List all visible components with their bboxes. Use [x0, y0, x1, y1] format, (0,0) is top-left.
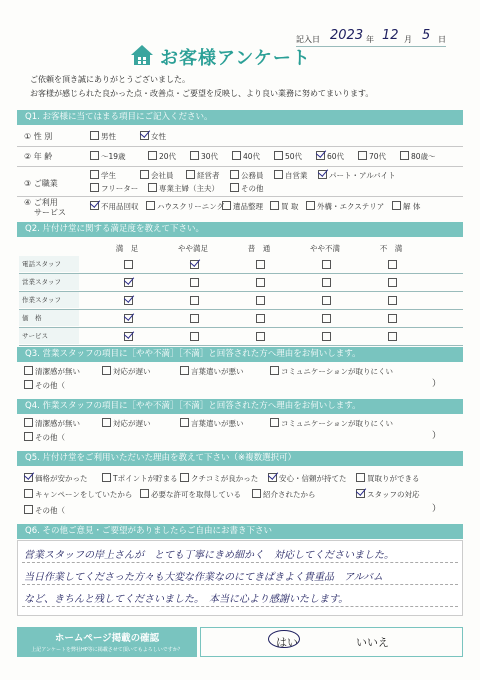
service-label-2: サービス: [34, 208, 66, 217]
hp-title: ホームページ掲載の確認: [54, 633, 160, 644]
rating-checkbox[interactable]: [322, 314, 331, 323]
q5-option[interactable]: Tポイントが貯まる: [102, 473, 178, 484]
date-month: 12: [382, 28, 399, 43]
service-option[interactable]: 遺品整理: [222, 201, 263, 212]
grid-row-divider: [19, 291, 463, 292]
rating-checkbox[interactable]: [322, 296, 331, 305]
q3-other[interactable]: その他（: [24, 380, 65, 391]
age-option[interactable]: 80歳～: [400, 151, 436, 162]
rating-checkbox-checked[interactable]: [124, 332, 133, 341]
q5-other[interactable]: その他（: [24, 505, 65, 516]
job-option[interactable]: その他: [230, 183, 264, 194]
job-option[interactable]: フリーター: [90, 183, 138, 194]
age-label: ② 年 齢: [24, 152, 53, 161]
q3-heading: Q3. 営業スタッフの項目に［やや不満］［不満］と回答された方へ理由をお伺いします。: [17, 347, 463, 362]
q3-option[interactable]: 対応が遅い: [102, 366, 151, 377]
rating-checkbox[interactable]: [256, 260, 265, 269]
job-label: ③ ご職業: [24, 179, 58, 188]
rating-checkbox[interactable]: [190, 278, 199, 287]
rating-checkbox[interactable]: [256, 296, 265, 305]
rating-checkbox[interactable]: [388, 296, 397, 305]
rating-checkbox[interactable]: [388, 314, 397, 323]
intro-line-2: お客様が感じられた良かった点・改善点・ご要望を反映し、より良い業務に努めてまいります。: [30, 89, 374, 98]
rating-checkbox[interactable]: [388, 332, 397, 341]
rating-checkbox[interactable]: [322, 278, 331, 287]
intro-line-1: ご依頼を頂き誠にありがとうございました。: [30, 75, 190, 84]
rating-checkbox[interactable]: [256, 332, 265, 341]
q4-heading: Q4. 作業スタッフの項目に［やや不満］［不満］と回答された方へ理由をお伺いします。: [17, 399, 463, 414]
rating-checkbox[interactable]: [388, 278, 397, 287]
q5-paren-close: ）: [432, 504, 442, 514]
rating-checkbox[interactable]: [388, 260, 397, 269]
service-option-checked[interactable]: 不用品回収: [90, 201, 139, 212]
q6-heading: Q6. その他ご意見・ご要望がありましたらご自由にお書き下さい: [17, 524, 463, 539]
age-option[interactable]: 20代: [148, 151, 176, 162]
month-unit: 月: [404, 35, 412, 44]
date-year: 2023: [330, 28, 364, 43]
q4-option[interactable]: 清潔感が無い: [24, 418, 80, 429]
hp-note: 上記アンケートを弊社HP等に掲載させて頂いてもよろしいですか？: [31, 647, 183, 653]
age-option-checked[interactable]: 60代: [316, 151, 344, 162]
rating-checkbox[interactable]: [256, 314, 265, 323]
q5-option[interactable]: 紹介されたから: [252, 489, 316, 500]
q5-option[interactable]: 買取りができる: [356, 473, 420, 484]
no-option[interactable]: いいえ: [356, 636, 389, 649]
checkbox-checked[interactable]: [140, 131, 149, 140]
q5-option-checked[interactable]: 安心・信頼が持てた: [268, 473, 347, 484]
row-label-service: サービス: [19, 328, 79, 344]
q3-option[interactable]: コミュニケーションが取りにくい: [270, 366, 393, 377]
page-title: お客様アンケート: [160, 48, 311, 69]
yes-circle-mark: [268, 630, 300, 648]
q5-option-checked[interactable]: スタッフの対応: [356, 489, 420, 500]
q5-option[interactable]: キャンペーンをしていたから: [24, 489, 132, 500]
rating-checkbox-checked[interactable]: [190, 260, 199, 269]
date-day: 5: [422, 28, 431, 43]
q5-option-checked[interactable]: 価格が安かった: [24, 473, 88, 484]
year-unit: 年: [366, 35, 374, 44]
comment-line-3: など、きちんと残してくださいました。 本当に心より感謝いたします。: [24, 594, 349, 605]
q5-heading: Q5. 片付け堂をご利用いただいた理由を教えて下さい（※複数選択可）: [17, 451, 463, 466]
q3-option[interactable]: 清潔感が無い: [24, 366, 80, 377]
rating-checkbox[interactable]: [256, 278, 265, 287]
q4-option[interactable]: コミュニケーションが取りにくい: [270, 418, 393, 429]
job-option[interactable]: 公務員: [230, 170, 264, 181]
q4-option[interactable]: 言葉遣いが悪い: [180, 418, 244, 429]
q4-paren-close: ）: [432, 431, 442, 441]
q3-paren-close: ）: [432, 379, 442, 389]
gender-male[interactable]: 男性: [90, 131, 116, 142]
age-option[interactable]: ～19歳: [90, 151, 126, 162]
age-option[interactable]: 40代: [232, 151, 260, 162]
age-option[interactable]: 30代: [190, 151, 218, 162]
rating-checkbox[interactable]: [190, 332, 199, 341]
age-option[interactable]: 50代: [274, 151, 302, 162]
comment-line-2: 当日作業してくださった方々も大変な作業なのにてきぱきよく貴重品 アルバム: [24, 572, 383, 583]
q5-option[interactable]: 必要な許可を取得している: [140, 489, 241, 500]
row-label-phone-staff: 電話スタッフ: [19, 256, 79, 272]
rating-checkbox-checked[interactable]: [124, 296, 133, 305]
age-option[interactable]: 70代: [358, 151, 386, 162]
rating-checkbox[interactable]: [322, 332, 331, 341]
service-option[interactable]: 買 取: [270, 201, 298, 212]
job-option[interactable]: 自営業: [274, 170, 308, 181]
job-option[interactable]: 学生: [90, 170, 116, 181]
service-option[interactable]: 解 体: [392, 201, 420, 212]
rating-checkbox[interactable]: [124, 260, 133, 269]
col-neutral: 普 通: [247, 244, 271, 253]
hp-answer-box: [200, 627, 463, 657]
gender-label: ① 性 別: [24, 132, 53, 141]
job-option-checked[interactable]: パート・アルバイト: [318, 170, 396, 181]
q4-other[interactable]: その他（: [24, 432, 65, 443]
col-dissatisfied: 不 満: [379, 244, 403, 253]
comment-line-1: 営業スタッフの岸上さんが とても丁寧にきめ細かく 対応してくださいました。: [24, 550, 394, 561]
grid-row-divider: [19, 327, 463, 328]
row-label-sales-staff: 営業スタッフ: [19, 274, 79, 290]
service-label-1: ④ ご利用: [24, 198, 58, 207]
col-somewhat-satisfied: やや満足: [178, 244, 208, 253]
service-option[interactable]: ハウスクリーニング: [146, 201, 224, 212]
rating-checkbox-checked[interactable]: [124, 278, 133, 287]
job-option[interactable]: 経営者: [186, 170, 220, 181]
grid-row-divider: [19, 345, 463, 346]
row-label-work-staff: 作業スタッフ: [19, 292, 79, 308]
q4-option[interactable]: 対応が遅い: [102, 418, 151, 429]
q2-heading: Q2. 片付け堂に関する満足度を教えて下さい。: [17, 222, 463, 237]
rating-checkbox-checked[interactable]: [124, 314, 133, 323]
checkbox[interactable]: [90, 131, 99, 140]
q1-heading: Q1. お客様に当てはまる項目にご記入ください。: [17, 110, 463, 125]
gender-female[interactable]: 女性: [140, 131, 166, 142]
yes-option[interactable]: はい: [276, 636, 298, 649]
rating-checkbox[interactable]: [190, 296, 199, 305]
service-option[interactable]: 外構・エクステリア: [306, 201, 384, 212]
house-logo-icon: [130, 44, 154, 66]
day-unit: 日: [438, 35, 446, 44]
grid-row-divider: [19, 273, 463, 274]
grid-row-divider: [19, 309, 463, 310]
job-option[interactable]: 会社員: [140, 170, 174, 181]
date-prefix: 記入日: [296, 35, 320, 44]
q5-option[interactable]: クチコミが良かった: [180, 473, 258, 484]
rating-checkbox[interactable]: [322, 260, 331, 269]
job-option[interactable]: 専業主婦（主夫）: [148, 183, 219, 194]
col-somewhat-dissatisfied: やや不満: [310, 244, 340, 253]
row-label-price: 価 格: [19, 310, 79, 326]
col-satisfied: 満 足: [115, 244, 139, 253]
rating-checkbox[interactable]: [190, 314, 199, 323]
q3-option[interactable]: 言葉遣いが悪い: [180, 366, 244, 377]
